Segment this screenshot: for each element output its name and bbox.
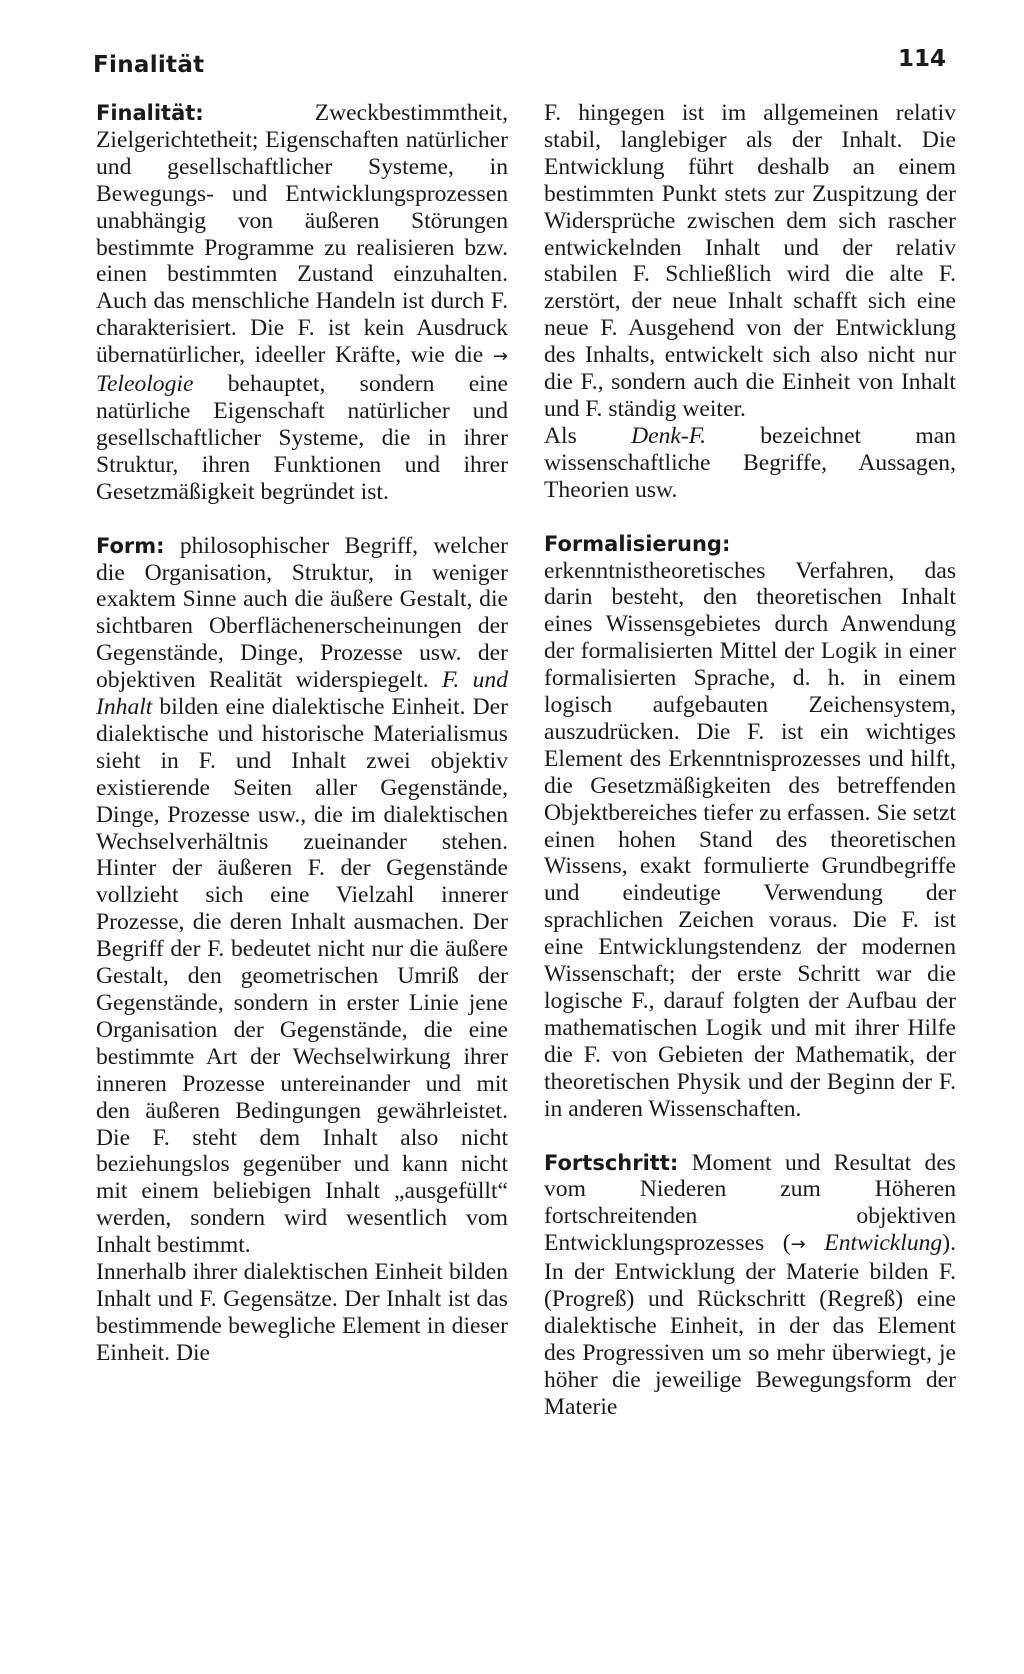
entry-text: erkenntnistheoretisches Verfahren, das darin besteht, den theoretischen Inhalt eines Wissensgebietes durch Anwendung der formalisierten Mittel der Logik in einer formalisierten Sprache, d. h. in einem logisch aufgebauten Zeichensystem, auszudrücken. Die F. ist ein wichtiges Element des Erkenntnisprozesses und hilft, die Gesetzmäßigkeiten des betreffenden Objektbereiches tiefer zu erfassen. Sie setzt einen hohen Stand des theoretischen Wissens, exakt formulierte Grundbegriffe und eindeutige Verwendung der sprachlichen Zeichen voraus. Die F. ist eine Entwicklungstendenz der modernen Wissenschaft; der erste Schritt war die logische F., darauf folgten der Aufbau der mathematischen Logik und mit ihrer Hilfe die F. von Gebieten der Mathematik, der theoretischen Physik und der Beginn der F. in anderen Wissenschaften. (544, 557, 956, 1122)
entry-text: bilden eine dialektische Einheit. Der dialektische und historische Materialismus sieht in F. und Inhalt zwei objektiv existierende Seiten aller Gegenstände, Dinge, Prozesse usw., die im dialektischen Wechselverhältnis zueinander stehen. Hinter der äußeren F. der Gegenstände vollzieht sich eine Vielzahl innerer Prozesse, die deren Inhalt ausmachen. Der Begriff der F. bedeutet nicht nur die äußere Gestalt, den geometrischen Umriß der Gegenstände, sondern in erster Linie jene Organisation der Gegenstände, die eine bestimmte Art der Wechselwirkung ihrer inneren Prozesse untereinander und mit den äußeren Bedingungen gewährleistet. Die F. steht dem Inhalt also nicht beziehungslos gegenüber und kann nicht mit einem beliebigen Inhalt „ausgefüllt“ werden, sondern wird wesentlich vom Inhalt bestimmt. (96, 694, 508, 1259)
entry-paragraph: F. hingegen ist im allgemeinen relativ stabil, langlebiger als der Inhalt. Die Entwicklung führt deshalb an einem bestimmten Punkt stets zur Zuspitzung der Widersprüche zwischen dem sich rascher entwickelnden Inhalt und der relativ stabilen F. Schließlich wird die alte F. zerstört, der neue Inhalt schafft sich eine neue F. Ausgehend von der Entwicklung des Inhalts, entwickelt sich also nicht nur die F., sondern auch die Einheit von Inhalt und F. ständig weiter. (544, 100, 956, 422)
entry-finalitaet (96, 100, 508, 506)
headword: Fortschritt: (544, 1150, 679, 1175)
left-column (96, 100, 508, 1367)
headword: Form: (96, 533, 165, 558)
headword: Formalisierung: (544, 531, 731, 556)
entry-fortschritt (544, 1150, 956, 1421)
emphasis-text: Denk-F. (631, 422, 706, 449)
entry-text: Zweckbestimmtheit, Zielgerichtetheit; Eigenschaften natürlicher und gesellschaftlicher Systeme, in Bewegungs- und Entwicklungsprozessen unabhängig von äußeren Störungen bestimmte Programme zu realisieren bzw. einen bestimmten Zustand einzuhalten. Auch das menschliche Handeln ist durch F. charakterisiert. Die F. ist kein Ausdruck übernatürlicher, ideeller Kräfte, wie die (96, 100, 508, 369)
cross-reference-teleologie[interactable]: Teleologie (96, 371, 194, 398)
running-head: Finalität (93, 52, 205, 78)
page-number: 114 (897, 46, 946, 72)
entry-text: ). In der Entwicklung der Materie bilden F. (Progreß) und Rückschritt (Regreß) eine dialektische Einheit, in der das Element des Progressiven um so mehr überwiegt, je höher die jeweilige Bewegungsform der Materie (544, 1230, 956, 1420)
entry-body (544, 531, 956, 1123)
entry-text: Als (544, 422, 632, 449)
entry-body (96, 100, 508, 506)
entry-paragraph (544, 423, 956, 504)
emphasis-text: F. und Inhalt (96, 667, 508, 721)
cross-reference-arrow-icon: → (790, 1234, 806, 1256)
entry-text: Moment und Resultat des vom Niederen zum Höheren fortschreitenden objektiven Entwicklungsprozesses ( (544, 1149, 956, 1257)
entry-form (96, 533, 508, 1367)
entry-text: philosophischer Begriff, welcher die Organisation, Struktur, in weniger exaktem Sinne auch die äußere Gestalt, die sichtbaren Oberflächenerscheinungen der Gegenstände, Dinge, Prozesse usw. der objektiven Realität widerspiegelt. (96, 532, 508, 694)
entry-text: behauptet, sondern eine natürliche Eigenschaft natürlicher und gesellschaftlicher Systeme, die in ihrer Struktur, ihren Funktionen und ihrer Gesetzmäßigkeit begründet ist. (96, 371, 508, 505)
entry-text: bezeichnet man wissenschaftliche Begriffe, Aussagen, Theorien usw. (544, 422, 956, 503)
entry-body (544, 1150, 956, 1421)
cross-reference-arrow-icon: → (492, 346, 508, 368)
headword: Finalität: (96, 101, 204, 125)
cross-reference-entwicklung[interactable]: Entwicklung (824, 1230, 943, 1257)
right-column (544, 100, 956, 1421)
entry-paragraph: Innerhalb ihrer dialektischen Einheit bilden Inhalt und F. Gegensätze. Der Inhalt ist das bestimmende bewegliche Element in dieser Einheit. Die (96, 1259, 508, 1366)
entry-body (96, 533, 508, 1259)
entry-form-continued (544, 100, 956, 504)
entry-formalisierung (544, 531, 956, 1123)
